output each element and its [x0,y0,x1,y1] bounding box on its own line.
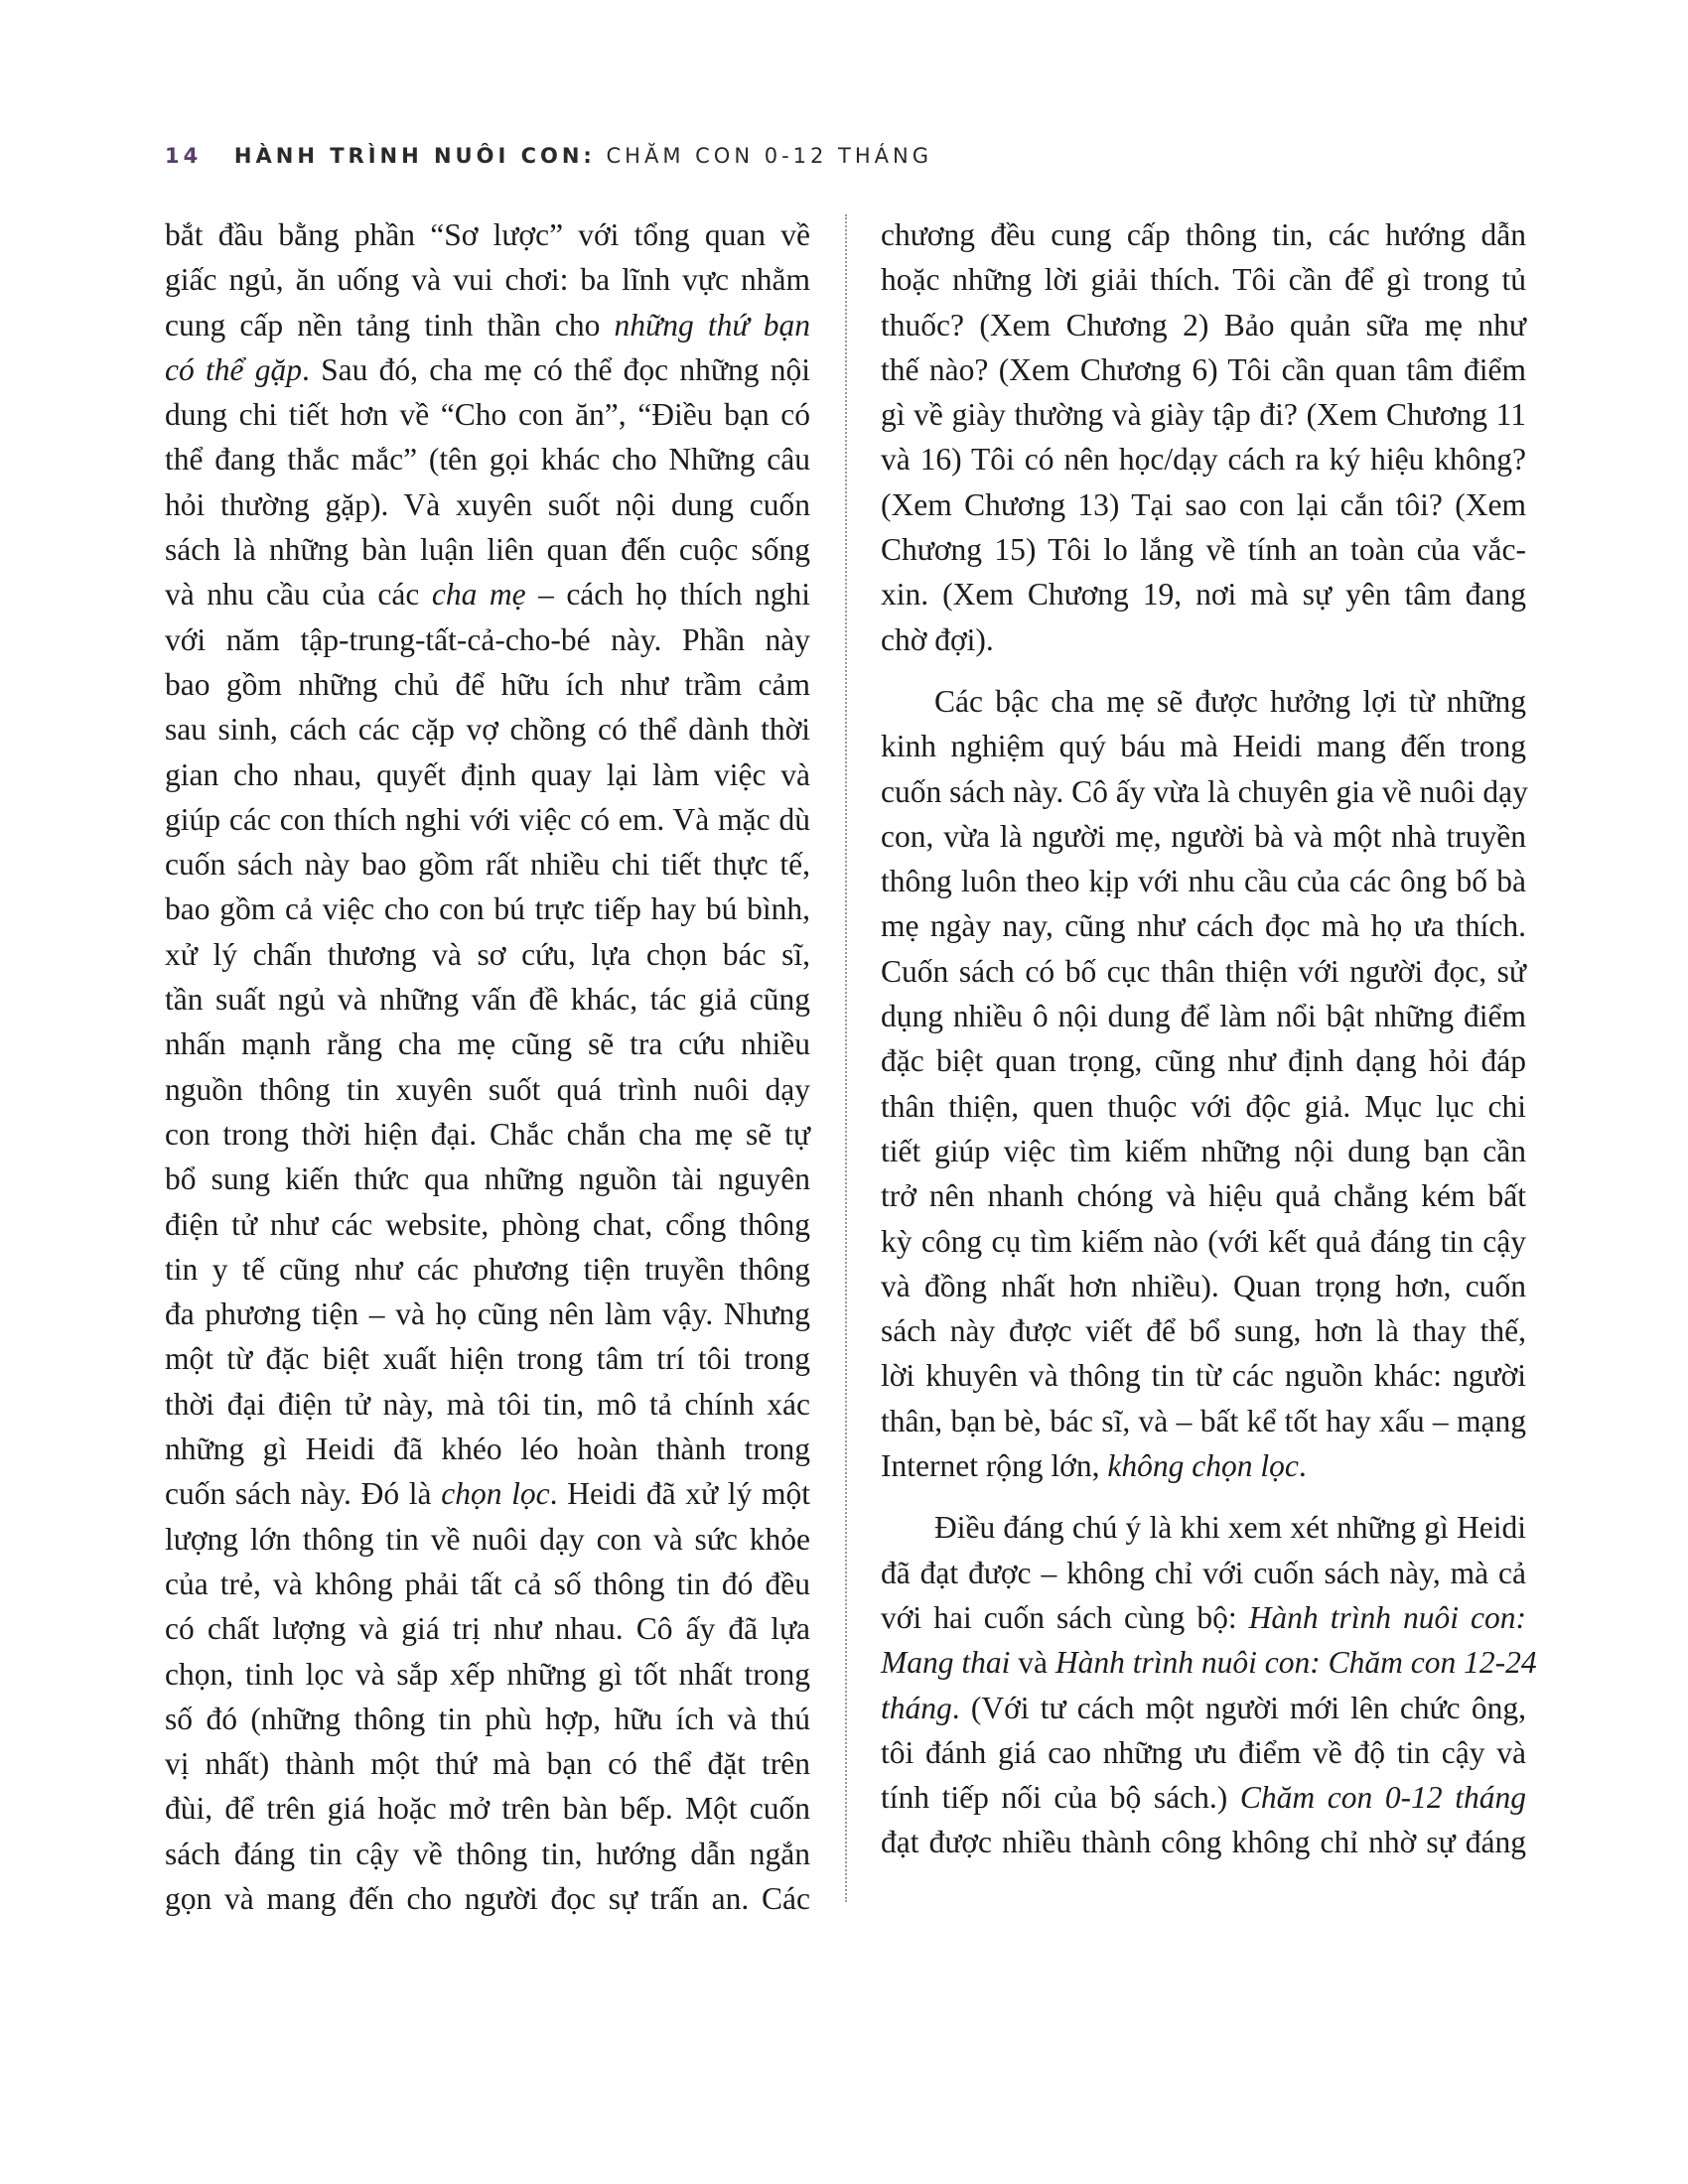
running-header [165,144,932,168]
text-line [881,1505,1526,1550]
text-line: một từ đặc biệt xuất hiện trong tâm trí tôi trong [165,1341,810,1377]
text-line: hỏi thường gặp). Và xuyên suốt nội dung cuốn [165,486,810,522]
text-line: bao gồm những chủ để hữu ích như trầm cảm [165,666,810,702]
text-line: Chương 15) Tôi lo lắng về tính an toàn của vắc- [881,532,1526,568]
text-line [165,1471,810,1516]
text-line: thân, bạn bè, bác sĩ, và – bất kể tốt hay xấu – mạng [881,1403,1526,1438]
text-run: và nhu cầu của các [165,577,420,613]
text-line: lượng lớn thông tin về nuôi dạy con và sức khỏe [165,1521,810,1557]
text-line [881,1686,1526,1730]
text-line: chương đều cung cấp thông tin, các hướng dẫn [881,217,1526,252]
text-line: dụng nhiều ô nội dung để làm nổi bật những điểm [881,999,1526,1034]
italic-run: tháng [881,1690,952,1725]
text-run: . (Với tư cách một người mới lên chức ông, [951,1690,1526,1725]
text-line [881,679,1526,724]
text-line: tần suất ngủ và những vấn đề khác, tác giả cũng [165,982,810,1018]
text-line: thế nào? (Xem Chương 6) Tôi cần quan tâm điểm [881,351,1526,387]
italic-run: Hành trình nuôi con: [1248,1599,1527,1635]
text-line: dung chi tiết hơn về “Cho con ăn”, “Điều bạn có [165,397,810,433]
book-title: HÀNH TRÌNH NUÔI CON: [233,144,596,168]
text-line: nguồn thông tin xuyên suốt quá trình nuôi dạy [165,1071,810,1107]
text-line: đạt được nhiều thành công không chỉ nhờ sự đáng [881,1825,1526,1860]
text-line: con, vừa là người mẹ, người bà và một nhà truyền [881,818,1526,854]
text-run: . Sau đó, cha mẹ có thể đọc những nội [301,351,811,387]
text-run: . Heidi đã xử lý một [549,1476,811,1512]
page-number: 14 [165,144,203,168]
text-run: cung cấp nền tảng tinh thần cho [165,307,601,342]
text-line: (Xem Chương 13) Tại sao con lại cắn tôi? (Xem [881,486,1526,522]
text-line: chọn, tinh lọc và sắp xếp những gì tốt nhất trong [165,1656,810,1692]
text-line [881,1443,1526,1488]
text-line: với năm tập-trung-tất-cả-cho-bé này. Phần này [165,621,810,657]
paragraph-1 [881,212,1526,662]
text-line: vị nhất) thành một thứ mà bạn có thể đặt trên [165,1746,810,1782]
text-line: thuốc? (Xem Chương 2) Bảo quản sữa mẹ như [881,307,1526,342]
text-run: Điều đáng chú ý là khi xem xét những gì Heidi [934,1510,1526,1546]
text-line: số đó (những thông tin phù hợp, hữu ích và thú [165,1701,810,1736]
italic-run: chọn lọc [441,1476,550,1512]
text-line: đặc biệt quan trọng, cũng như định dạng hỏi đáp [881,1043,1526,1079]
text-line: gian cho nhau, quyết định quay lại làm việc và [165,756,810,792]
text-line: và đồng nhất hơn nhiều). Quan trọng hơn, cuốn [881,1268,1526,1303]
text-run: Các bậc cha mẹ sẽ được hưởng lợi từ những [934,683,1526,719]
text-line: tôi đánh giá cao những ưu điểm về độ tin cậy và [881,1734,1526,1770]
text-line: giấc ngủ, ăn uống và vui chơi: ba lĩnh vực nhằm [165,262,810,298]
text-line: cuốn sách này bao gồm rất nhiều chi tiết thực tế, [165,847,810,883]
text-run: cuốn sách này. Đó là [165,1476,432,1512]
text-line: bao gồm cả việc cho con bú trực tiếp hay bú bình, [165,891,810,927]
text-line [165,572,810,616]
text-line: kỳ công cụ tìm kiếm nào (với kết quả đáng tin cậy [881,1223,1526,1259]
text-line: đùi, để trên giá hoặc mở trên bàn bếp. Một cuốn [165,1791,810,1827]
text-line: thân thiện, quen thuộc với độc giả. Mục lục chi [881,1088,1526,1124]
text-line [165,347,810,392]
text-line: sách đáng tin cậy về thông tin, hướng dẫn ngắn [165,1836,810,1871]
text-line: mẹ ngày nay, cũng như cách đọc mà họ ưa thích. [881,908,1526,944]
text-line: có chất lượng và giá trị như nhau. Cô ấy đã lựa [165,1611,810,1647]
text-line [881,1775,1526,1820]
text-line: kinh nghiệm quý báu mà Heidi mang đến trong [881,729,1526,764]
text-line: thể đang thắc mắc” (tên gọi khác cho Những câu [165,442,810,478]
italic-run: Mang thai [881,1645,1011,1681]
text-line: bắt đầu bằng phần “Sơ lược” với tổng quan về [165,217,810,252]
text-line: lời khuyên và thông tin từ các nguồn khác: người [881,1358,1526,1394]
left-column [165,212,810,1921]
right-column [881,212,1537,1865]
text-line: gọn và mang đến cho người đọc sự trấn an. Các [165,1880,810,1916]
italic-run: những thứ bạn [614,307,810,342]
text-line: chờ đợi). [881,621,994,657]
text-line: điện tử như các website, phòng chat, cổng thông [165,1206,810,1242]
text-line [881,1640,1537,1685]
text-line: thời đại điện tử này, mà tôi tin, mô tả chính xác [165,1386,810,1422]
text-line: hoặc những lời giải thích. Tôi cần để gì trong tủ [881,262,1526,298]
text-line: sau sinh, cách các cặp vợ chồng có thể dành thời [165,712,810,748]
italic-run: có thể gặp [165,351,302,387]
text-line: xin. (Xem Chương 19, nơi mà sự yên tâm đang [881,577,1526,613]
italic-run: không chọn lọc [1107,1448,1299,1484]
text-line: sách này được viết để bổ sung, hơn là thay thế, [881,1313,1526,1349]
text-run: Internet rộng lớn, [881,1448,1100,1484]
text-line: những gì Heidi đã khéo léo hoàn thành trong [165,1432,810,1467]
text-run: tính tiếp nối của bộ sách.) [881,1780,1228,1816]
text-line: gì về giày thường và giày tập đi? (Xem Chương 11 [881,397,1526,433]
text-run: và [1010,1645,1055,1681]
column-divider [845,214,847,1902]
text-line [165,303,810,347]
text-line: cuốn sách này. Cô ấy vừa là chuyên gia về nuôi dạy [881,773,1528,809]
text-line: giúp các con thích nghi với việc có em. Và mặc dù [165,801,810,837]
italic-run: Chăm con 0-12 tháng [1239,1780,1526,1816]
text-line [881,1595,1526,1640]
text-line: tiết giúp việc tìm kiếm những nội dung bạn cần [881,1133,1526,1168]
text-line: bổ sung kiến thức qua những nguồn tài nguyên [165,1161,810,1197]
italic-run: cha mẹ [431,577,526,613]
text-line: Cuốn sách có bố cục thân thiện với người đọc, sử [881,953,1526,989]
text-line: và 16) Tôi có nên học/dạy cách ra ký hiệu không? [881,442,1526,478]
paragraph-3 [881,1505,1537,1864]
text-line: đã đạt được – không chỉ với cuốn sách này, mà cả [881,1555,1526,1590]
book-subtitle: CHĂM CON 0-12 THÁNG [606,144,933,168]
paragraph-2 [881,679,1526,1488]
italic-run: Hành trình nuôi con: Chăm con 12-24 [1055,1645,1537,1681]
text-line: của trẻ, và không phải tất cả số thông tin đó đều [165,1566,810,1601]
text-run: – cách họ thích nghi [525,577,811,613]
text-line: nhấn mạnh rằng cha mẹ cũng sẽ tra cứu nhiều [165,1026,810,1062]
text-line: tin y tế cũng như các phương tiện truyền thông [165,1251,810,1287]
text-line: con trong thời hiện đại. Chắc chắn cha mẹ sẽ tự [165,1116,810,1152]
text-run: . [1298,1448,1307,1484]
text-run: với hai cuốn sách cùng bộ: [881,1599,1237,1635]
text-line: đa phương tiện – và họ cũng nên làm vậy. Nhưng [165,1297,810,1332]
text-line: trở nên nhanh chóng và hiệu quả chẳng kém bất [881,1178,1526,1214]
text-line: xử lý chấn thương và sơ cứu, lựa chọn bác sĩ, [165,936,810,972]
text-line: thông luôn theo kịp với nhu cầu của các ông bố bà [881,864,1526,899]
text-line: sách là những bàn luận liên quan đến cuộc sống [165,532,810,568]
